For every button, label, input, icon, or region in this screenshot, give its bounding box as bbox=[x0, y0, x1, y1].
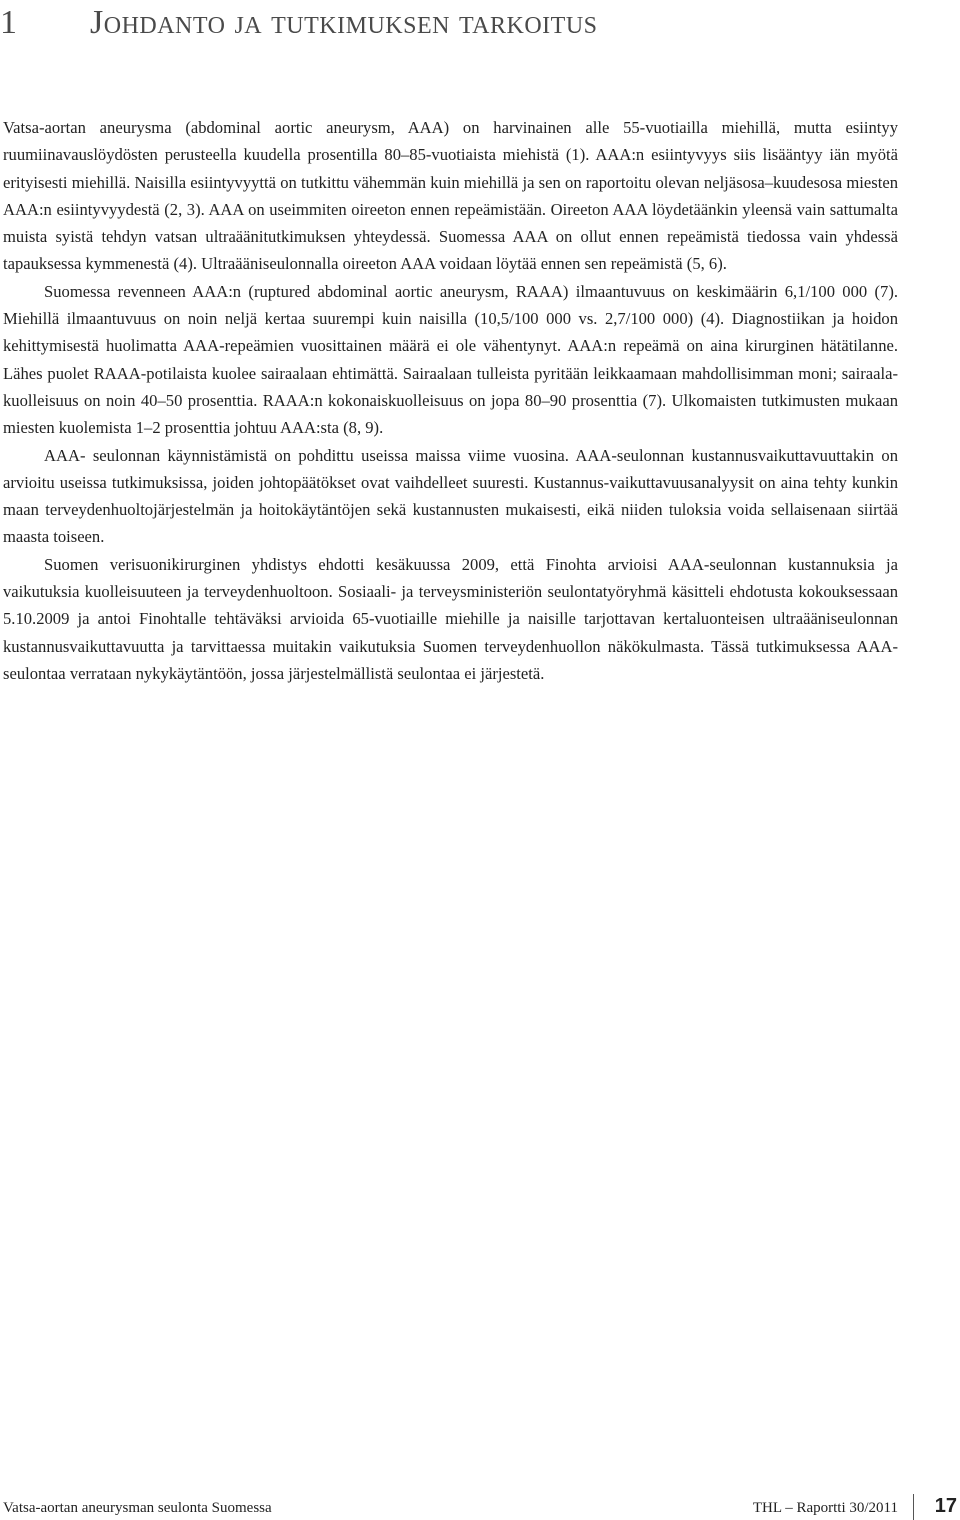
paragraph-incidence: Suomessa revenneen AAA:n (ruptured abdominal aortic aneurysm, RAAA) ilmaantuvuus on keskimäärin 6,1/100 000 (7). Miehillä ilmaantuvuus on noin neljä kertaa suurempi kuin naisilla (10,5/100 000 vs. 2,7/100 000) (4). Diagnostiikan ja hoidon kehittymisestä huolimatta AAA-repeämien vuosittainen määrä ei ole vähentynyt. AAA:n repeämä on aina kirurginen hätätilanne. Lähes puolet RAAA-potilaista kuolee sairaalaan ehtimättä. Sairaalaan tulleista pyritään leikkaamaan mahdollisimman moni; sairaalakuolleisuus on noin 40–50 prosenttia. RAAA:n kokonaiskuolleisuus on jopa 80–90 prosenttia (7). Ulkomaisten tutkimusten mukaan miesten kuolemista 1–2 prosenttia johtuu AAA:sta (8, 9). bbox=[3, 281, 898, 438]
chapter-number: 1 bbox=[0, 4, 17, 41]
footer-publication-title: Vatsa-aortan aneurysman seulonta Suomessa bbox=[3, 1500, 272, 1516]
paragraph-screening: AAA- seulonnan käynnistämistä on pohdittu useissa maissa viime vuosina. AAA-seulonnan kustannusvaikuttavuuttakin on arvioitu useissa tutkimuksissa, joiden johtopäätökset ovat vaihdelleet suuresti. Kustannus-vaikuttavuusanalyysit on aina tehty kunkin maan terveydenhuoltojärjestelmän ja hoitokäytäntöjen sekä kustannusten mukaisesti, eikä niiden tuloksia voida sellaisenaan siirtää maasta toiseen. bbox=[3, 445, 898, 547]
chapter-title: Johdanto ja tutkimuksen tarkoitus bbox=[90, 4, 598, 41]
paragraph-assignment: Suomen verisuonikirurginen yhdistys ehdotti kesäkuussa 2009, että Finohta arvioisi AAA-seulonnan kustannuksia ja vaikutuksia kuolleisuuteen ja terveydenhuoltoon. Sosiaali- ja terveysministeriön seulontatyöryhmä käsitteli ehdotusta kokouksessaan 5.10.2009 ja antoi Finohtalle tehtäväksi arvioida 65-vuotiaille miehille ja naisille tarjottavan kertaluonteisen ultraääniseulonnan kustannusvaikuttavuutta ja tarvittaessa muitakin vaikutuksia Suomen terveydenhuollon näkökulmasta. Tässä tutkimuksessa AAA-seulontaa verrataan nykykäytäntöön, jossa järjestelmällistä seulontaa ei järjestetä. bbox=[3, 554, 898, 683]
body-text bbox=[3, 114, 898, 687]
page-number: 17 bbox=[934, 1495, 957, 1517]
paragraph-intro: Vatsa-aortan aneurysma (abdominal aortic aneurysm, AAA) on harvinainen alle 55-vuotiailla miehillä, mutta esiintyy ruumiinavauslöydösten perusteella kuudella prosentilla 80–85-vuotiaista miehistä (1). AAA:n esiintyvyys siis lisääntyy iän myötä erityisesti miehillä. Naisilla esiintyvyyttä on tutkittu vähemmän kuin miehillä ja sen on raportoitu olevan neljäsosa–kuudesosa miesten AAA:n esiintyvyydestä (2, 3). AAA on useimmiten oireeton ennen repeämistään. Oireeton AAA löydetäänkin yleensä vain sattumalta muista syistä tehdyn vatsan ultraäänitutkimuksen yhteydessä. Suomessa AAA on ollut ennen repeämistä tiedossa vain yhdessä tapauksessa kymmenestä (4). Ultraääniseulonnalla oireeton AAA voidaan löytää ennen sen repeämistä (5, 6). bbox=[3, 118, 898, 274]
footer-divider bbox=[913, 1494, 914, 1520]
page-footer bbox=[3, 1494, 960, 1518]
footer-report-id: THL – Raportti 30/2011 bbox=[752, 1500, 898, 1516]
